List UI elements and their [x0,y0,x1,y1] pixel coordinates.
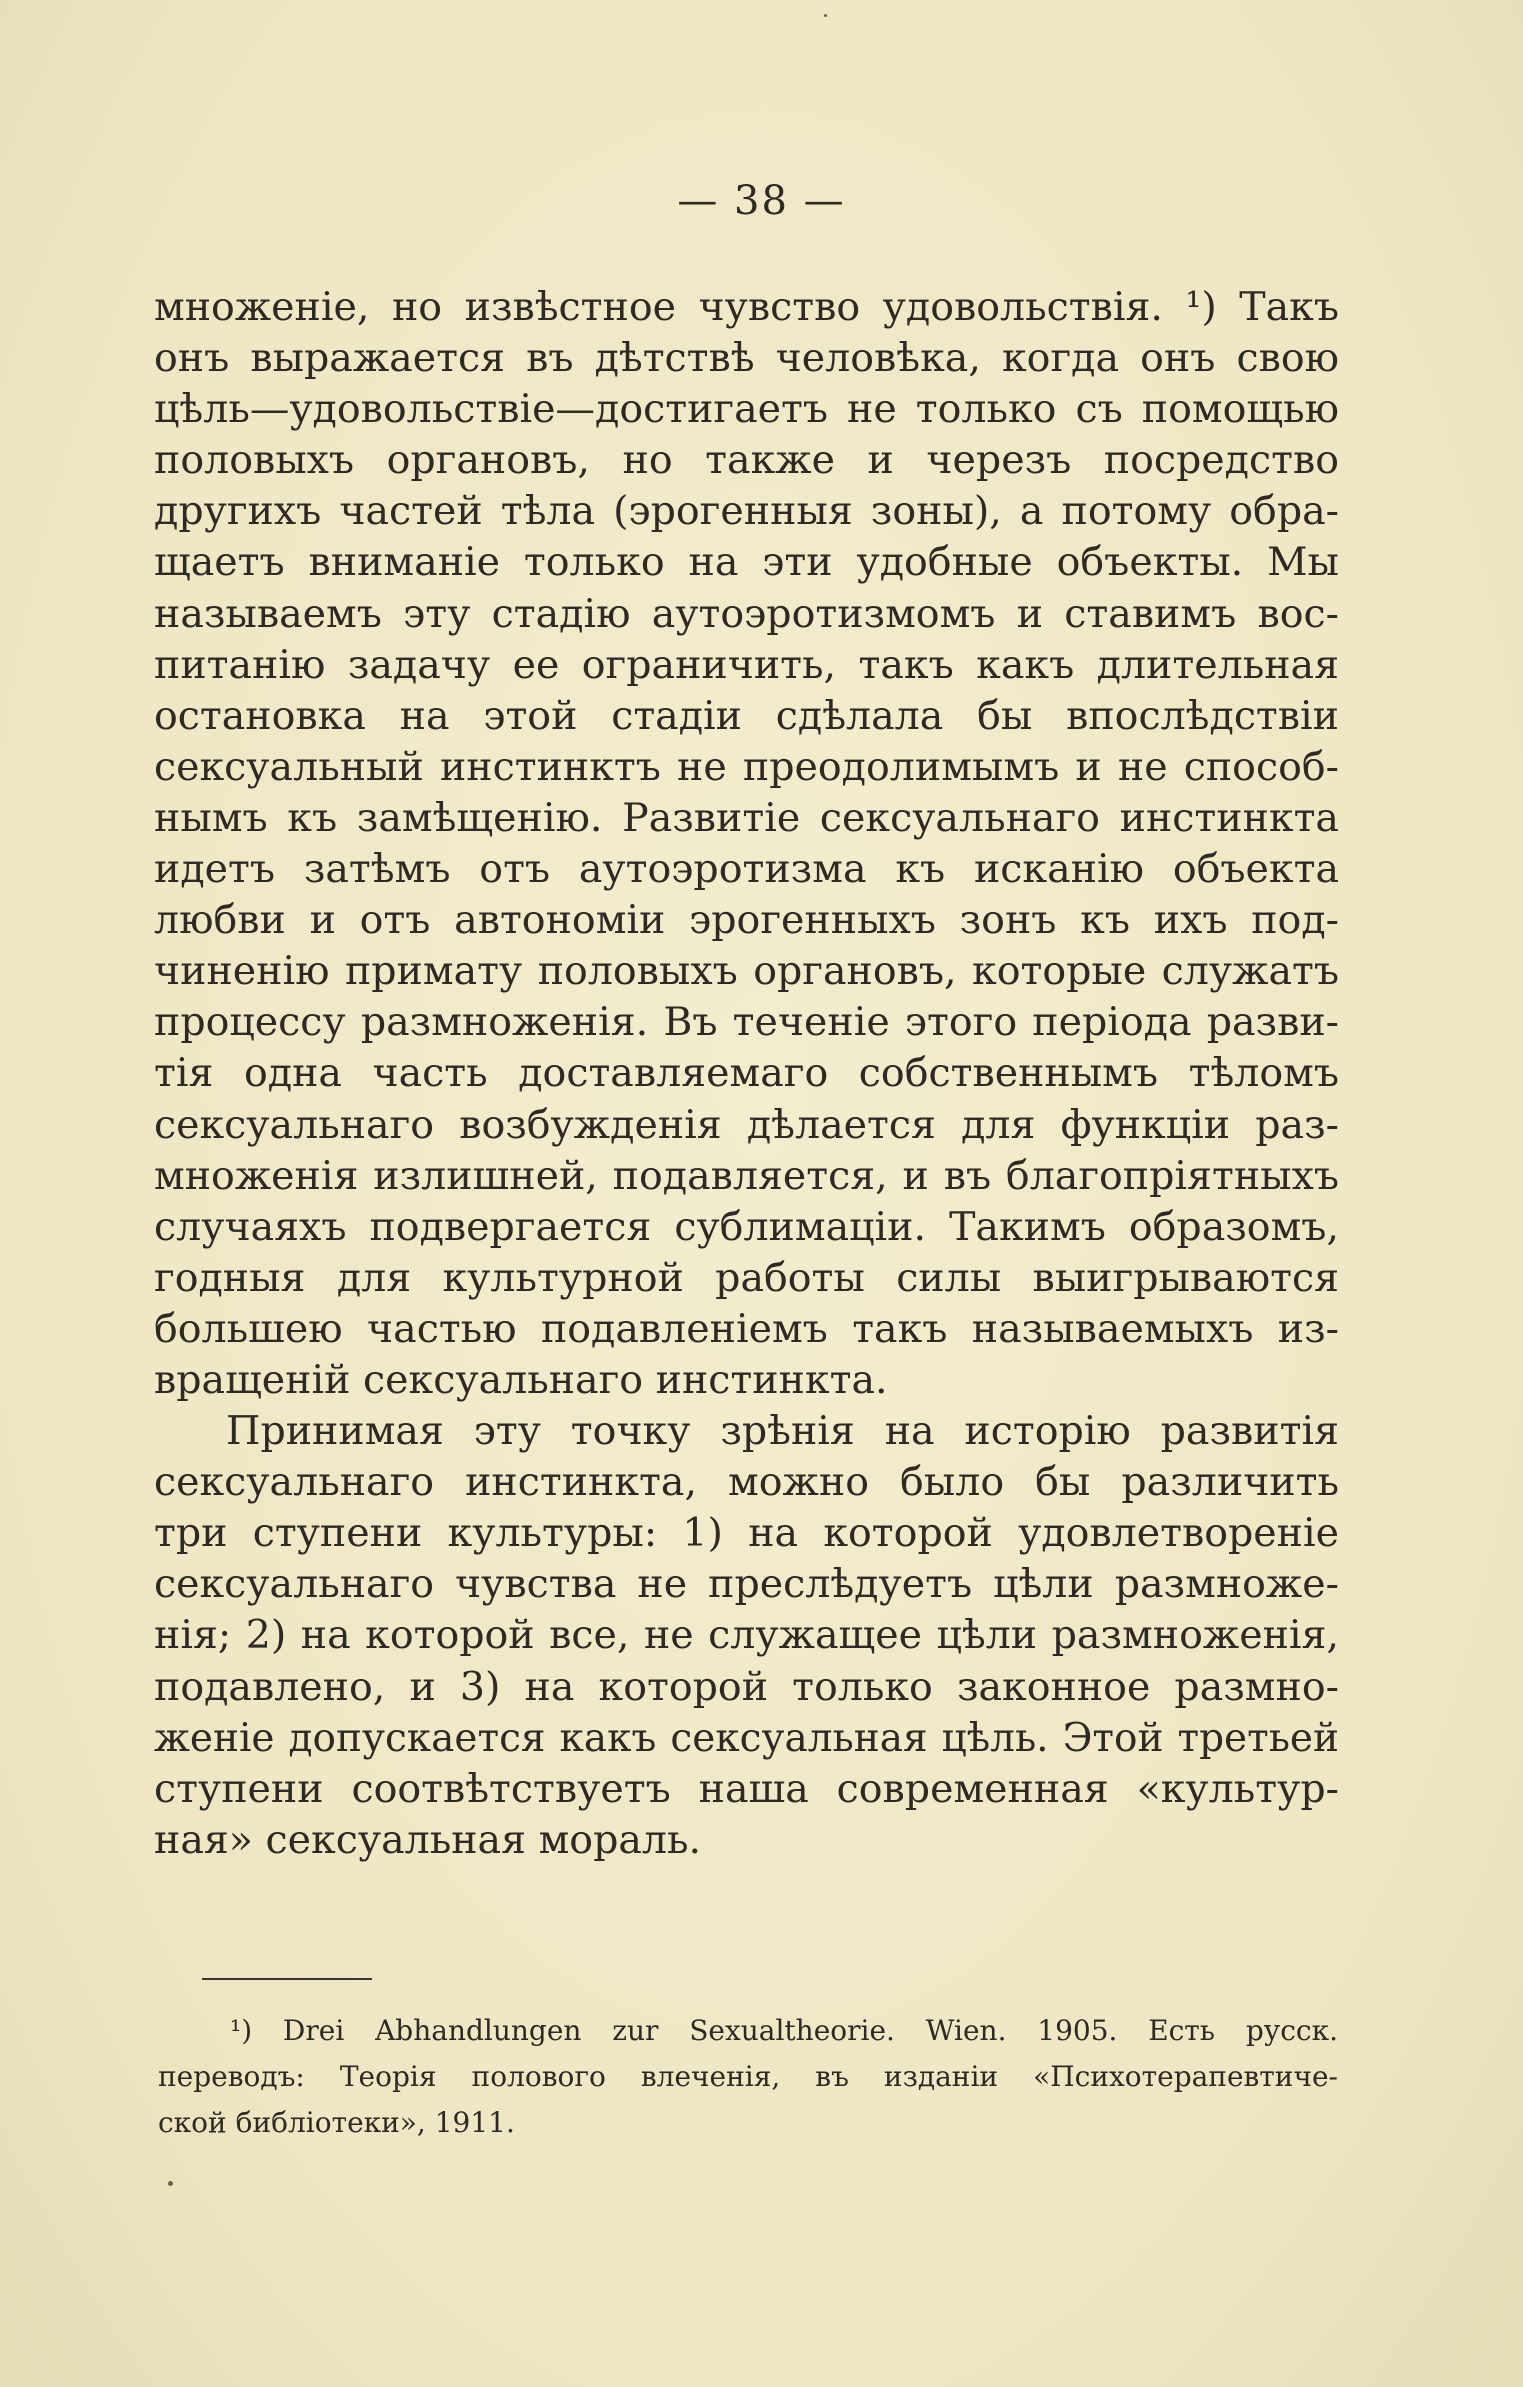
text-line: большею частью подавленіемъ такъ называемыхъ из- [154,1305,1339,1352]
text-line: сексуальнаго возбужденія дѣлается для функціи раз- [154,1101,1339,1148]
text-line: идетъ затѣмъ отъ аутоэротизма къ исканію объекта [154,846,1339,893]
text-line: сексуальнаго чувства не преслѣдуетъ цѣли размноже- [154,1561,1339,1608]
paper-speck [168,2181,173,2186]
text-line: половыхъ органовъ, но также и черезъ посредство [154,437,1339,484]
footnote-line: ской библіотеки», 1911. [158,2106,515,2139]
text-line: любви и отъ автономіи эрогенныхъ зонъ къ ихъ под- [154,897,1339,944]
text-line: нія; 2) на которой все, не служащее цѣли размноженія, [154,1612,1339,1659]
text-line: называемъ эту стадію аутоэротизмомъ и ставимъ вос- [154,590,1339,637]
text-line: годныя для культурной работы силы выигрываются [154,1254,1339,1301]
text-line: чиненію примату половыхъ органовъ, которые служатъ [154,948,1339,995]
page-number: — 38 — [677,178,846,224]
text-line: ступени соотвѣтствуетъ наша современная «культур- [154,1765,1339,1812]
text-line: три ступени культуры: 1) на которой удовлетвореніе [154,1510,1339,1557]
text-line: множеніе, но извѣстное чувство удовольствія. ¹) Такъ [154,284,1339,330]
text-line: случаяхъ подвергается сублимаціи. Такимъ образомъ, [154,1203,1339,1250]
footnote [158,2008,1338,2146]
text-line: женіе допускается какъ сексуальная цѣль. Этой третьей [154,1715,1339,1761]
text-line: питанію задачу ее ограничить, такъ какъ длительная [154,641,1339,688]
footnote-line: ¹) Drei Abhandlungen zur Sexualtheorie. Wien. 1905. Есть русск. [230,2014,1338,2047]
text-line: щаетъ вниманіе только на эти удобные объекты. Мы [154,539,1339,586]
paper-speck [824,14,827,17]
text-line: подавлено, и 3) на которой только законное размно- [154,1663,1339,1710]
text-line: онъ выражается въ дѣтствѣ человѣка, когда онъ свою [154,335,1339,382]
text-line: сексуальнаго инстинкта, можно было бы различить [154,1459,1339,1506]
text-line: нымъ къ замѣщенію. Развитіе сексуальнаго инстинкта [154,794,1339,841]
paragraph-end-line: вращеній сексуальнаго инстинкта. [154,1356,888,1403]
text-line: остановка на этой стадіи сдѣлала бы впослѣдствіи [154,692,1339,739]
text-line: цѣль—удовольствіе—достигаетъ не только съ помощью [154,386,1339,433]
footnote-line: переводъ: Теорія полового влеченія, въ изданіи «Психотерапевтиче- [158,2060,1338,2093]
text-line: сексуальный инстинктъ не преодолимымъ и не способ- [154,743,1339,790]
body-text [154,282,1339,1866]
footnote-divider [202,1978,372,1980]
text-line: множенія излишней, подавляется, и въ благопріятныхъ [154,1152,1339,1199]
text-line: тія одна часть доставляемаго собственнымъ тѣломъ [154,1050,1339,1097]
paragraph-start-line: Принимая эту точку зрѣнія на исторію развитія [226,1408,1339,1455]
paragraph-end-line: ная» сексуальная мораль. [154,1816,702,1863]
text-line: другихъ частей тѣла (эрогенныя зоны), а потому обра- [154,488,1339,535]
text-line: процессу размноженія. Въ теченіе этого періода разви- [154,999,1339,1046]
